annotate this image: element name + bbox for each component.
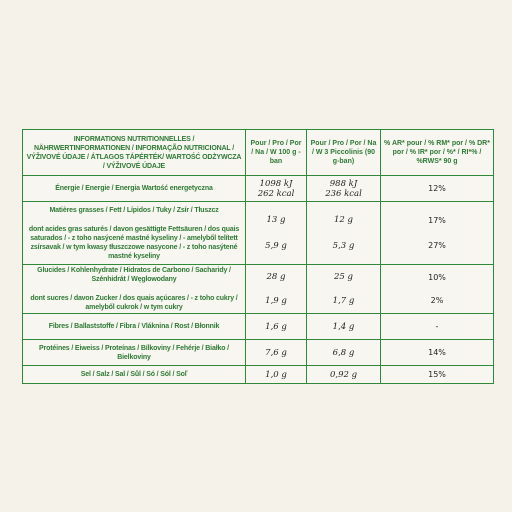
fat-portion-cell [307, 202, 381, 265]
carbohydrate-ri-cell [381, 265, 494, 314]
fibre-100g: 1,6 g [246, 314, 307, 340]
nutrition-card [22, 129, 493, 383]
sugars-label: dont sucres / davon Zucker / dos quais açúcares / - z toho cukry / amelyből cukrok / w tym cukry [30, 295, 238, 311]
protein-portion: 6,8 g [307, 340, 381, 366]
energy-100g: 1098 kJ 262 kcal [246, 176, 307, 202]
header-per-100g: Pour / Pro / Por / Na / W 100 g -ban [246, 130, 307, 176]
fat-100g: 13 g [266, 215, 286, 225]
salt-100g: 1,0 g [246, 366, 307, 384]
protein-row [23, 340, 494, 366]
header-reference-intake: % AR* pour / % RM* por / % DR* por / % IR* por / %* / RI*% / %RWS* 90 g [381, 130, 494, 176]
salt-label: Sel / Salz / Sal / Sůl / Só / Sól / Soľ [23, 366, 246, 384]
protein-ri: 14% [381, 340, 494, 366]
fat-ri-cell [381, 202, 494, 265]
carbohydrate-portion: 25 g [334, 272, 353, 282]
energy-label: Énergie / Energie / Energia Wartość energetyczna [23, 176, 246, 202]
fibre-row [23, 314, 494, 340]
salt-row [23, 366, 494, 384]
carbohydrate-row [23, 265, 494, 314]
sugars-portion: 1,7 g [332, 296, 355, 306]
fibre-label: Fibres / Ballaststoffe / Fibra / Vláknina / Rost / Błonnik [23, 314, 246, 340]
fat-ri: 17% [428, 216, 446, 225]
saturates-ri: 27% [428, 241, 446, 250]
energy-portion: 988 kJ 236 kcal [307, 176, 381, 202]
sugars-ri: 2% [430, 296, 444, 305]
header-row [23, 130, 494, 176]
saturates-label: dont acides gras saturés / davon gesättigte Fettsäuren / dos quais saturados / - z toho nasýcené mastné kyseliny / - amelyből telített zsírsavak / w tym kwasy tłuszczowe nasycone / - z toho nasýtené mastné kyseliny [28, 225, 240, 260]
carbohydrate-ri: 10% [428, 273, 446, 282]
saturates-portion: 5,3 g [332, 241, 355, 251]
carbohydrate-label-cell [23, 265, 246, 314]
energy-ri: 12% [381, 176, 494, 202]
saturates-100g: 5,9 g [265, 241, 287, 251]
header-per-portion: Pour / Pro / Por / Na / W 3 Piccolinis (90 g-ban) [307, 130, 381, 176]
energy-row [23, 176, 494, 202]
carbohydrate-portion-cell [307, 265, 381, 314]
fibre-ri: - [381, 314, 494, 340]
fat-100g-cell [246, 202, 307, 265]
protein-label: Protéines / Eiweiss / Proteínas / Bílkoviny / Fehérje / Białko / Bielkoviny [23, 340, 246, 366]
carbohydrate-100g-cell [246, 265, 307, 314]
fat-label: Matières grasses / Fett / Lípidos / Tuky / Zsír / Tłuszcz [49, 206, 219, 214]
fat-label-cell [23, 202, 246, 265]
sugars-100g: 1,9 g [265, 296, 287, 306]
salt-ri: 15% [381, 366, 494, 384]
fat-portion: 12 g [334, 215, 353, 225]
carbohydrate-label: Glucides / Kohlenhydrate / Hidratos de Carbono / Sacharidy / Szénhidrát / Węglowodany [37, 267, 231, 283]
protein-100g: 7,6 g [246, 340, 307, 366]
header-title: INFORMATIONS NUTRITIONNELLES / NÄHRWERTINFORMATIONEN / INFORMAÇÃO NUTRICIONAL / VÝŽIVOVÉ ÚDAJE / ÁTLAGOS TÁPÉRTÉK/ WARTOŚĆ ODŻYWCZA / VÝŽIVOVÉ ÚDAJE [23, 130, 246, 176]
nutrition-table [22, 129, 494, 384]
fat-row [23, 202, 494, 265]
fibre-portion: 1,4 g [307, 314, 381, 340]
salt-portion: 0,92 g [307, 366, 381, 384]
carbohydrate-100g: 28 g [266, 272, 286, 282]
